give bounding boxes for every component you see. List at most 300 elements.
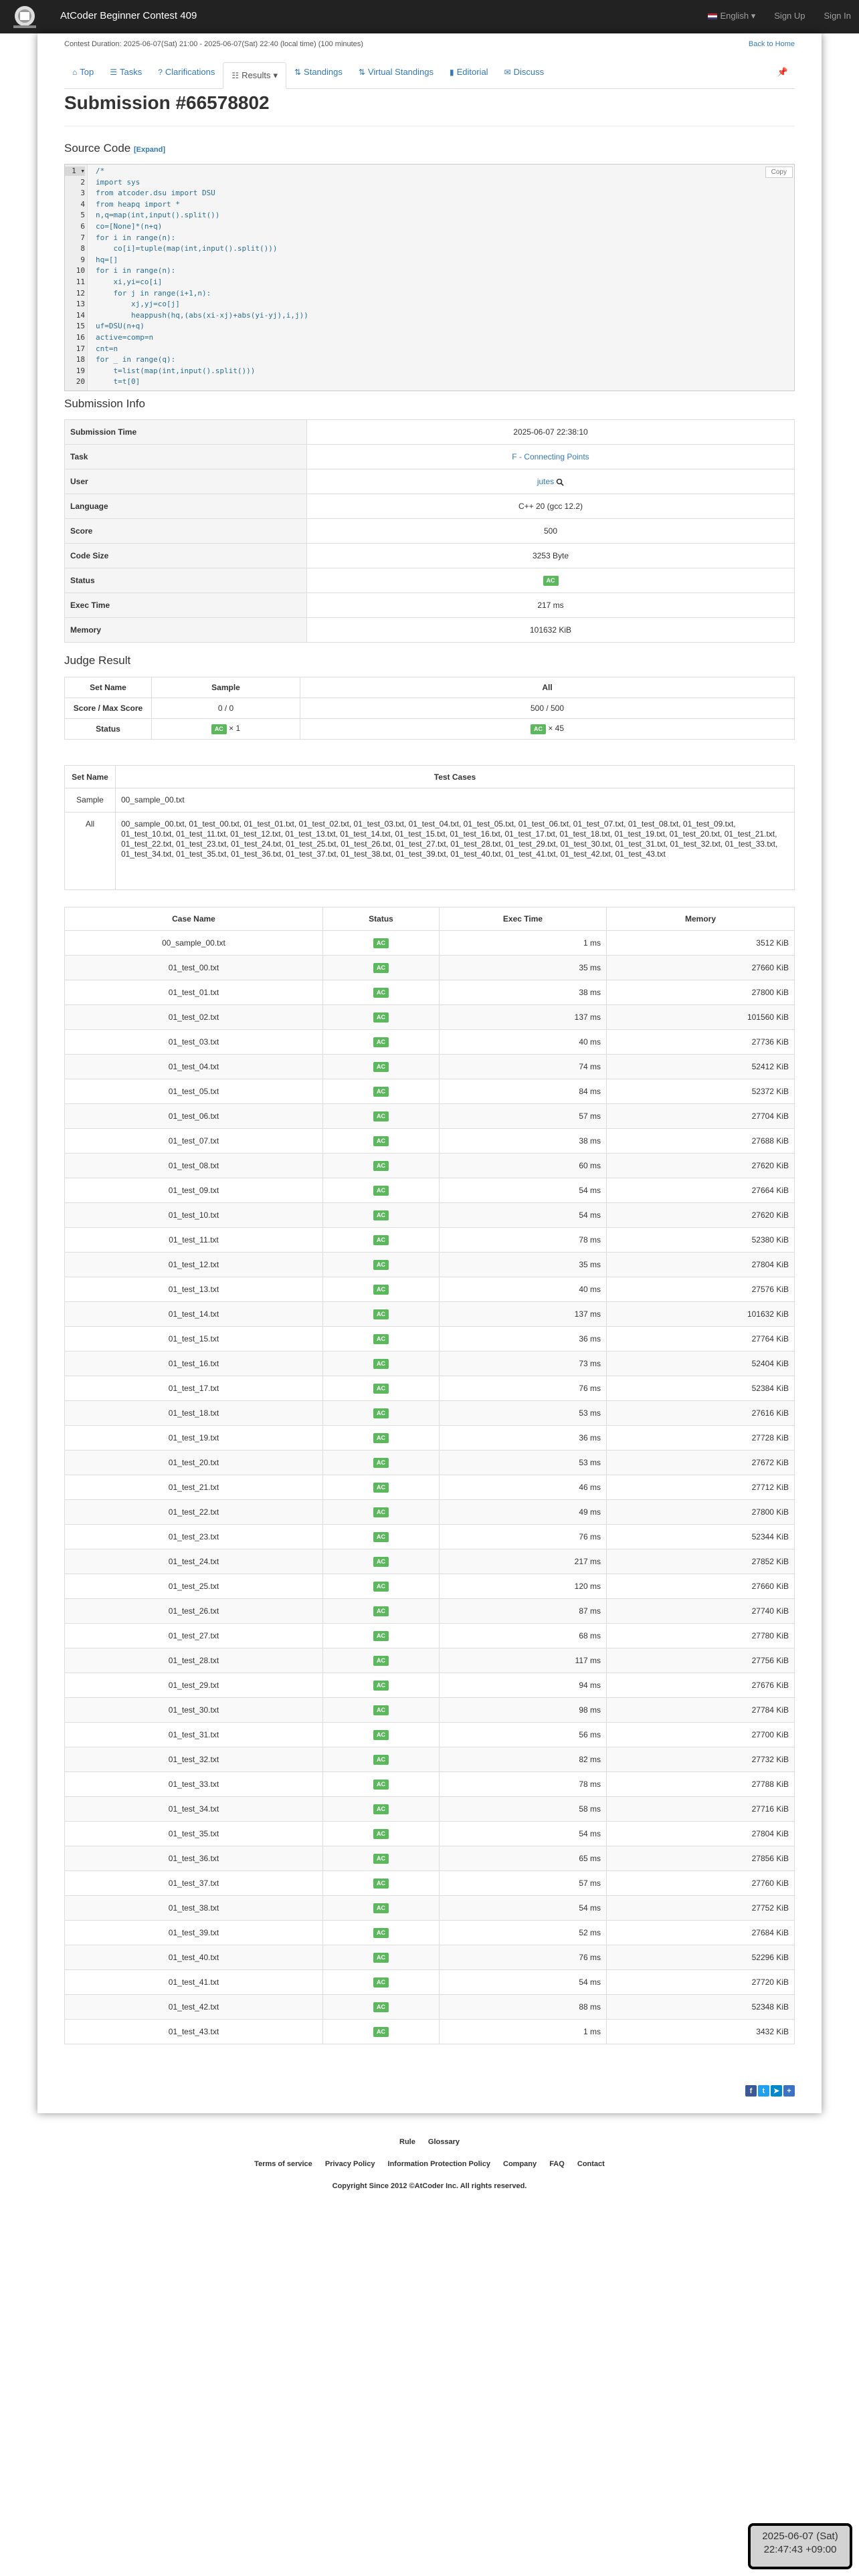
- case-name: 01_test_17.txt: [65, 1376, 323, 1401]
- status-label: Status: [65, 719, 152, 740]
- sets-header: Set Name: [65, 766, 116, 788]
- case-status: [323, 1574, 440, 1599]
- case-exec-time: 54 ms: [440, 1203, 607, 1228]
- info-label: Submission Time: [65, 420, 307, 445]
- case-memory: 52372 KiB: [607, 1079, 795, 1104]
- table-row: [65, 1154, 795, 1178]
- ac-badge: AC: [373, 1532, 389, 1542]
- ac-badge: AC: [373, 1186, 389, 1196]
- table-row: [65, 1352, 795, 1376]
- ac-badge: AC: [373, 1235, 389, 1245]
- ac-badge: AC: [373, 1384, 389, 1394]
- case-name: 01_test_21.txt: [65, 1475, 323, 1500]
- case-memory: 27740 KiB: [607, 1599, 795, 1624]
- table-row: [65, 1846, 795, 1871]
- tab-label: Top: [80, 67, 94, 77]
- case-exec-time: 54 ms: [440, 1822, 607, 1846]
- case-name: 01_test_07.txt: [65, 1129, 323, 1154]
- info-label: Language: [65, 494, 307, 519]
- info-value: [307, 420, 795, 445]
- case-name: 00_sample_00.txt: [65, 931, 323, 956]
- case-memory: 27576 KiB: [607, 1277, 795, 1302]
- info-value-text: 3253 Byte: [532, 551, 569, 560]
- line-number: 13: [76, 300, 85, 309]
- ac-badge: AC: [373, 1136, 389, 1146]
- case-exec-time: 56 ms: [440, 1723, 607, 1747]
- info-value: [307, 618, 795, 643]
- language-selector[interactable]: English ▾: [708, 11, 755, 21]
- ac-badge: AC: [373, 1408, 389, 1418]
- case-status: [323, 1030, 440, 1055]
- footer-link-contact[interactable]: Contact: [577, 2160, 605, 2168]
- table-row: [65, 1822, 795, 1846]
- case-name: 01_test_18.txt: [65, 1401, 323, 1426]
- pin-icon[interactable]: 📌: [777, 67, 788, 77]
- case-exec-time: 76 ms: [440, 1376, 607, 1401]
- tab-discuss[interactable]: [496, 56, 553, 89]
- case-exec-time: 76 ms: [440, 1945, 607, 1970]
- case-memory: 52384 KiB: [607, 1376, 795, 1401]
- footer-link-faq[interactable]: FAQ: [549, 2160, 565, 2168]
- footer-link-privacy[interactable]: Privacy Policy: [324, 2160, 375, 2168]
- info-row: [65, 420, 795, 445]
- tab-virtual-standings[interactable]: [351, 56, 442, 89]
- tab-top[interactable]: [64, 56, 102, 89]
- ac-badge: AC: [373, 1656, 389, 1666]
- ac-badge: AC: [373, 1977, 389, 1988]
- ac-badge: AC: [373, 1953, 389, 1963]
- case-memory: 27800 KiB: [607, 1500, 795, 1525]
- table-row: [65, 1178, 795, 1203]
- sample-score: 0 / 0: [152, 698, 300, 719]
- table-row: [65, 1945, 795, 1970]
- case-name: 01_test_37.txt: [65, 1871, 323, 1896]
- case-exec-time: 57 ms: [440, 1104, 607, 1129]
- case-exec-time: 73 ms: [440, 1352, 607, 1376]
- table-row: [65, 1648, 795, 1673]
- footer-link-company[interactable]: Company: [503, 2160, 537, 2168]
- case-name: 01_test_42.txt: [65, 1995, 323, 2020]
- code-text: hq=[]: [96, 255, 118, 264]
- tab-results[interactable]: [223, 62, 286, 89]
- footer-links-secondary: [0, 2160, 859, 2168]
- ac-badge: AC: [211, 724, 227, 734]
- case-name: 01_test_25.txt: [65, 1574, 323, 1599]
- case-exec-time: 217 ms: [440, 1549, 607, 1574]
- case-exec-time: 36 ms: [440, 1327, 607, 1352]
- ac-badge: AC: [373, 1606, 389, 1616]
- case-name: 01_test_19.txt: [65, 1426, 323, 1451]
- ac-badge: AC: [373, 1359, 389, 1369]
- case-memory: 27704 KiB: [607, 1104, 795, 1129]
- info-value: [307, 445, 795, 469]
- info-value: [307, 544, 795, 568]
- case-name: 01_test_28.txt: [65, 1648, 323, 1673]
- set-cases: 00_sample_00.txt, 01_test_00.txt, 01_test_01.txt, 01_test_02.txt, 01_test_03.txt, 01_test_04.txt, 01_test_05.txt, 01_test_06.txt, 01_test_07.txt, 01_test_08.txt, 01_test_09.txt, 01_test_10.txt, 01_test_11.txt, 01_test_12.txt, 01_test_13.txt, 01_test_14.txt, 01_test_15.txt, 01_test_16.txt, 01_test_17.txt, 01_test_18.txt, 01_test_19.txt, 01_test_20.txt, 01_test_21.txt, 01_test_22.txt, 01_test_23.txt, 01_test_24.txt, 01_test_25.txt, 01_test_26.txt, 01_test_27.txt, 01_test_28.txt, 01_test_29.txt, 01_test_30.txt, 01_test_31.txt, 01_test_32.txt, 01_test_33.txt, 01_test_34.txt, 01_test_35.txt, 01_test_36.txt, 01_test_37.txt, 01_test_38.txt, 01_test_39.txt, 01_test_40.txt, 01_test_41.txt, 01_test_42.txt, 01_test_43.txt: [116, 813, 795, 890]
- info-row: [65, 469, 795, 494]
- case-status: [323, 980, 440, 1005]
- case-name: 01_test_41.txt: [65, 1970, 323, 1995]
- case-exec-time: 60 ms: [440, 1154, 607, 1178]
- back-to-home-link[interactable]: Back to Home: [748, 40, 795, 48]
- case-status: [323, 1921, 440, 1945]
- table-row: [65, 1005, 795, 1030]
- case-name: 01_test_40.txt: [65, 1945, 323, 1970]
- clock-date: 2025-06-07 (Sat): [762, 2531, 838, 2542]
- info-value: [307, 593, 795, 618]
- info-label: Status: [65, 568, 307, 593]
- case-status: [323, 1129, 440, 1154]
- case-name: 01_test_31.txt: [65, 1723, 323, 1747]
- cases-header: Case Name: [65, 907, 323, 931]
- case-name: 01_test_08.txt: [65, 1154, 323, 1178]
- book-icon: ▮: [449, 67, 454, 77]
- tab-standings[interactable]: [286, 56, 351, 89]
- facebook-icon[interactable]: f: [745, 2085, 757, 2097]
- sign-in-link[interactable]: Sign In: [824, 11, 851, 21]
- judge-header: Sample: [152, 677, 300, 698]
- case-exec-time: 78 ms: [440, 1772, 607, 1797]
- case-memory: 3432 KiB: [607, 2020, 795, 2044]
- tab-editorial[interactable]: [442, 56, 496, 89]
- ac-badge: AC: [373, 1854, 389, 1864]
- ac-badge: AC: [373, 1210, 389, 1220]
- info-row: [65, 544, 795, 568]
- info-value: [307, 494, 795, 519]
- case-exec-time: 40 ms: [440, 1030, 607, 1055]
- case-status: [323, 1648, 440, 1673]
- case-status: [323, 1104, 440, 1129]
- info-value-text: 101632 KiB: [529, 625, 572, 635]
- judge-result-table: [64, 677, 795, 740]
- table-row: [65, 1574, 795, 1599]
- table-row: [65, 931, 795, 956]
- case-memory: 27728 KiB: [607, 1426, 795, 1451]
- language-label: English: [720, 11, 749, 21]
- ac-badge: AC: [373, 1483, 389, 1493]
- contest-title[interactable]: AtCoder Beginner Contest 409: [60, 10, 197, 21]
- case-name: 01_test_01.txt: [65, 980, 323, 1005]
- tab-label: Discuss: [513, 67, 545, 77]
- code-text: for i in range(n):: [96, 266, 176, 276]
- footer-link-rule[interactable]: Rule: [399, 2138, 415, 2146]
- case-status: [323, 1846, 440, 1871]
- tab-clarifications[interactable]: [150, 56, 223, 89]
- table-row: [65, 1079, 795, 1104]
- status-count: × 45: [548, 724, 565, 734]
- case-memory: 27852 KiB: [607, 1549, 795, 1574]
- line-number: 9: [80, 255, 85, 264]
- info-label: Task: [65, 445, 307, 469]
- tab-tasks[interactable]: [102, 56, 150, 89]
- case-status: [323, 1797, 440, 1822]
- tab-label: Tasks: [119, 67, 142, 77]
- user-link[interactable]: jutes: [537, 477, 555, 486]
- status-count: × 1: [229, 724, 241, 734]
- line-number: 10: [76, 266, 85, 276]
- case-status: [323, 1302, 440, 1327]
- case-memory: 27672 KiB: [607, 1451, 795, 1475]
- ac-badge: AC: [373, 1755, 389, 1765]
- line-number: 14: [76, 310, 85, 320]
- case-memory: 27788 KiB: [607, 1772, 795, 1797]
- code-text: from heapq import *: [96, 199, 180, 209]
- case-name: 01_test_09.txt: [65, 1178, 323, 1203]
- code-text: cnt=n: [96, 344, 118, 353]
- page-title: Submission #66578802: [64, 92, 270, 113]
- case-memory: 52348 KiB: [607, 1995, 795, 2020]
- judge-header: All: [300, 677, 795, 698]
- case-exec-time: 54 ms: [440, 1178, 607, 1203]
- case-status: [323, 1154, 440, 1178]
- case-name: 01_test_22.txt: [65, 1500, 323, 1525]
- case-memory: 52296 KiB: [607, 1945, 795, 1970]
- case-status: [323, 956, 440, 980]
- ac-badge: AC: [373, 1903, 389, 1913]
- ac-badge: AC: [373, 1879, 389, 1889]
- caret-down-icon: ▾: [273, 70, 278, 80]
- table-row: [65, 1253, 795, 1277]
- table-row: [65, 1500, 795, 1525]
- case-exec-time: 38 ms: [440, 980, 607, 1005]
- case-name: 01_test_00.txt: [65, 956, 323, 980]
- ac-badge: AC: [543, 576, 559, 586]
- set-cases: 00_sample_00.txt: [116, 788, 795, 813]
- table-row: [65, 1698, 795, 1723]
- twitter-icon[interactable]: t: [758, 2085, 769, 2097]
- case-memory: 101632 KiB: [607, 1302, 795, 1327]
- code-text: xi,yi=co[i]: [96, 278, 163, 286]
- case-exec-time: 84 ms: [440, 1079, 607, 1104]
- case-name: 01_test_26.txt: [65, 1599, 323, 1624]
- ac-badge: AC: [373, 1557, 389, 1567]
- table-row: [65, 1549, 795, 1574]
- submission-info-table: [64, 419, 795, 643]
- case-status: [323, 1772, 440, 1797]
- case-memory: 27660 KiB: [607, 956, 795, 980]
- footer-link-terms[interactable]: Terms of service: [254, 2160, 312, 2168]
- sign-up-link[interactable]: Sign Up: [774, 11, 805, 21]
- sample-status: [152, 719, 300, 740]
- all-status: [300, 719, 795, 740]
- case-exec-time: 52 ms: [440, 1921, 607, 1945]
- task-link[interactable]: F - Connecting Points: [512, 452, 589, 461]
- contest-duration: Contest Duration: 2025-06-07(Sat) 21:00 - 2025-06-07(Sat) 22:40 (local time) (100 minutes): [64, 40, 363, 48]
- line-number: 4: [80, 199, 85, 209]
- telegram-icon[interactable]: ➤: [771, 2085, 782, 2097]
- atcoder-logo[interactable]: [8, 3, 41, 31]
- top-navbar: [0, 0, 859, 33]
- copy-button[interactable]: Copy: [765, 167, 793, 178]
- case-memory: 27756 KiB: [607, 1648, 795, 1673]
- case-exec-time: 54 ms: [440, 1896, 607, 1921]
- case-status: [323, 1228, 440, 1253]
- case-status: [323, 1005, 440, 1030]
- case-status: [323, 1203, 440, 1228]
- info-label: Exec Time: [65, 593, 307, 618]
- footer-link-info-protection[interactable]: Information Protection Policy: [387, 2160, 490, 2168]
- case-name: 01_test_11.txt: [65, 1228, 323, 1253]
- case-memory: 27700 KiB: [607, 1723, 795, 1747]
- case-status: [323, 1253, 440, 1277]
- table-row: [65, 956, 795, 980]
- case-name: 01_test_20.txt: [65, 1451, 323, 1475]
- table-row: [65, 1747, 795, 1772]
- case-status: [323, 1055, 440, 1079]
- info-row: [65, 618, 795, 643]
- ac-badge: AC: [373, 1804, 389, 1814]
- case-exec-time: 36 ms: [440, 1426, 607, 1451]
- case-name: 01_test_35.txt: [65, 1822, 323, 1846]
- set-name: Sample: [65, 788, 116, 813]
- case-name: 01_test_04.txt: [65, 1055, 323, 1079]
- ac-badge: AC: [373, 1780, 389, 1790]
- question-icon: ?: [158, 67, 163, 77]
- judge-result-heading: Judge Result: [64, 654, 131, 667]
- case-status: [323, 1549, 440, 1574]
- table-row: [65, 1228, 795, 1253]
- table-row: [65, 1525, 795, 1549]
- case-status: [323, 1525, 440, 1549]
- judge-header: Set Name: [65, 677, 152, 698]
- case-name: 01_test_27.txt: [65, 1624, 323, 1648]
- code-text: xj,yj=co[j]: [96, 300, 180, 309]
- ac-badge: AC: [373, 1111, 389, 1121]
- ac-badge: AC: [373, 2002, 389, 2012]
- ac-badge: AC: [373, 1705, 389, 1715]
- case-status: [323, 1327, 440, 1352]
- tab-label: Virtual Standings: [367, 67, 434, 77]
- search-icon[interactable]: [556, 478, 564, 486]
- case-exec-time: 137 ms: [440, 1005, 607, 1030]
- case-name: 01_test_36.txt: [65, 1846, 323, 1871]
- line-number: 16: [76, 333, 85, 342]
- sort-icon: ⇅: [358, 67, 365, 77]
- code-text: heappush(hq,(abs(xi-xj)+abs(yi-yj),i,j)): [96, 310, 308, 320]
- case-status: [323, 1945, 440, 1970]
- case-exec-time: 88 ms: [440, 1995, 607, 2020]
- case-exec-time: 78 ms: [440, 1228, 607, 1253]
- test-cases-table: [64, 907, 795, 2044]
- uk-flag-icon: [708, 13, 717, 19]
- case-status: [323, 1970, 440, 1995]
- table-row: [65, 1030, 795, 1055]
- tab-label: Results: [242, 70, 271, 80]
- line-number: 18: [76, 355, 85, 364]
- case-name: 01_test_10.txt: [65, 1203, 323, 1228]
- info-row: [65, 568, 795, 593]
- case-memory: 27712 KiB: [607, 1475, 795, 1500]
- info-value: [307, 519, 795, 544]
- case-name: 01_test_38.txt: [65, 1896, 323, 1921]
- line-number: 2: [80, 177, 85, 187]
- case-memory: 3512 KiB: [607, 931, 795, 956]
- line-number: 7: [80, 233, 85, 242]
- case-exec-time: 68 ms: [440, 1624, 607, 1648]
- tasks-icon: ☰: [110, 67, 117, 77]
- case-status: [323, 2020, 440, 2044]
- info-label: Memory: [65, 618, 307, 643]
- case-memory: 52404 KiB: [607, 1352, 795, 1376]
- table-row: [65, 1599, 795, 1624]
- ac-badge: AC: [373, 1012, 389, 1023]
- code-text: /*: [96, 167, 105, 175]
- info-label: User: [65, 469, 307, 494]
- case-exec-time: 53 ms: [440, 1451, 607, 1475]
- table-row: [65, 1871, 795, 1896]
- case-memory: 27660 KiB: [607, 1574, 795, 1599]
- source-code-editor[interactable]: [64, 164, 795, 391]
- ac-badge: AC: [373, 1161, 389, 1171]
- case-exec-time: 76 ms: [440, 1525, 607, 1549]
- share-plus-icon[interactable]: +: [783, 2085, 795, 2097]
- table-row: [65, 1055, 795, 1079]
- case-status: [323, 1698, 440, 1723]
- case-name: 01_test_43.txt: [65, 2020, 323, 2044]
- line-number: 3: [80, 189, 85, 198]
- cases-header: Exec Time: [440, 907, 607, 931]
- footer-link-glossary[interactable]: Glossary: [427, 2138, 460, 2146]
- case-memory: 27784 KiB: [607, 1698, 795, 1723]
- case-exec-time: 53 ms: [440, 1401, 607, 1426]
- case-exec-time: 65 ms: [440, 1846, 607, 1871]
- table-row: [65, 1104, 795, 1129]
- table-row: [65, 1896, 795, 1921]
- line-number: 11: [76, 278, 85, 286]
- case-memory: 27804 KiB: [607, 1822, 795, 1846]
- code-text: for _ in range(q):: [96, 355, 176, 364]
- ac-badge: AC: [373, 1582, 389, 1592]
- list-icon: ☷: [231, 70, 240, 80]
- case-name: 01_test_14.txt: [65, 1302, 323, 1327]
- info-value-text: 500: [543, 526, 558, 536]
- case-status: [323, 1624, 440, 1648]
- case-name: 01_test_24.txt: [65, 1549, 323, 1574]
- line-number: 8: [80, 244, 85, 253]
- table-row: [65, 1277, 795, 1302]
- ac-badge: AC: [373, 1260, 389, 1270]
- info-row: [65, 494, 795, 519]
- case-exec-time: 57 ms: [440, 1871, 607, 1896]
- case-status: [323, 1401, 440, 1426]
- ac-badge: AC: [373, 1334, 389, 1344]
- source-code-title: Source Code: [64, 142, 131, 154]
- tab-label: Standings: [304, 67, 343, 77]
- ac-badge: AC: [373, 1433, 389, 1443]
- ac-badge: AC: [373, 1458, 389, 1468]
- code-text: co=[None]*(n+q): [96, 222, 163, 231]
- code-text: from atcoder.dsu import DSU: [96, 189, 215, 198]
- case-status: [323, 1277, 440, 1302]
- table-row: [65, 1302, 795, 1327]
- case-exec-time: 38 ms: [440, 1129, 607, 1154]
- case-memory: 27620 KiB: [607, 1203, 795, 1228]
- code-text: for j in range(i+1,n):: [96, 288, 211, 298]
- sort-icon: ⇅: [294, 67, 302, 77]
- expand-link[interactable]: [Expand]: [133, 146, 166, 154]
- case-status: [323, 1599, 440, 1624]
- case-status: [323, 1451, 440, 1475]
- code-text: uf=DSU(n+q): [96, 322, 145, 331]
- case-status: [323, 1178, 440, 1203]
- case-memory: 27804 KiB: [607, 1253, 795, 1277]
- cases-header: Memory: [607, 907, 795, 931]
- case-memory: 52380 KiB: [607, 1228, 795, 1253]
- case-exec-time: 54 ms: [440, 1970, 607, 1995]
- ac-badge: AC: [373, 988, 389, 998]
- line-number: 15: [76, 322, 85, 331]
- ac-badge: AC: [373, 1087, 389, 1097]
